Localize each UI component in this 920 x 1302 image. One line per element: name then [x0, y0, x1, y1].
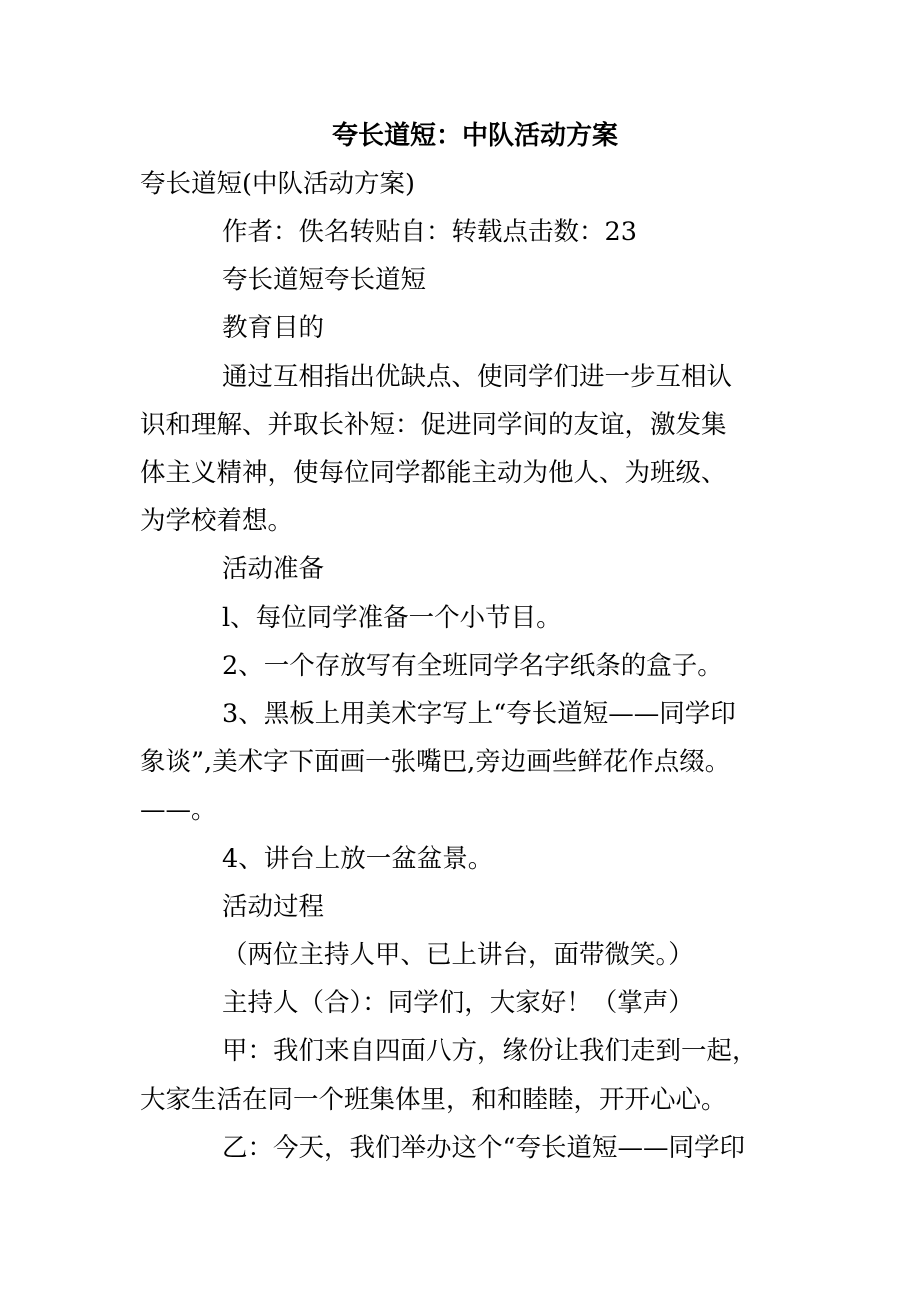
subtitle-line: 夸长道短(中队活动方案)	[140, 169, 415, 199]
text-line: 夸长道短夸长道短	[222, 265, 427, 295]
document-title: 夸长道短：中队活动方案	[331, 121, 618, 151]
author-line: 作者：佚名转贴自：转载点击数：23	[222, 217, 637, 247]
paragraph-line: 通过互相指出优缺点、使同学们进一步互相认	[222, 362, 733, 392]
dialogue-line: 主持人（合）：同学们，大家好！（掌声）	[222, 988, 694, 1018]
list-item: 3、黑板上用美术字写上“夸长道短——同学印	[222, 699, 736, 729]
dialogue-line: 大家生活在同一个班集体里，和和睦睦，开开心心。	[140, 1085, 727, 1115]
list-item: l、每位同学准备一个小节目。	[222, 603, 562, 633]
paragraph-line: 为学校着想。	[140, 506, 294, 536]
paragraph-line: ——。	[140, 795, 217, 825]
dialogue-line: 乙：今天，我们举办这个“夸长道短——同学印	[222, 1133, 746, 1163]
section-heading-preparation: 活动准备	[222, 554, 325, 584]
list-item: 2、一个存放写有全班同学名字纸条的盒子。	[222, 651, 723, 681]
paragraph-line: 象谈”,美术字下面画一张嘴巴,旁边画些鲜花作点缀。	[140, 747, 731, 777]
paragraph-line: 识和理解、并取长补短：促进同学间的友谊，激发集	[140, 410, 727, 440]
stage-direction: （两位主持人甲、已上讲台，面带微笑。）	[222, 940, 694, 970]
list-item: 4、讲台上放一盆盆景。	[222, 844, 494, 874]
section-heading-process: 活动过程	[222, 892, 325, 922]
section-heading-purpose: 教育目的	[222, 313, 325, 343]
dialogue-line: 甲：我们来自四面八方，缘份让我们走到一起，	[222, 1036, 758, 1066]
paragraph-line: 体主义精神，使每位同学都能主动为他人、为班级、	[140, 458, 727, 488]
